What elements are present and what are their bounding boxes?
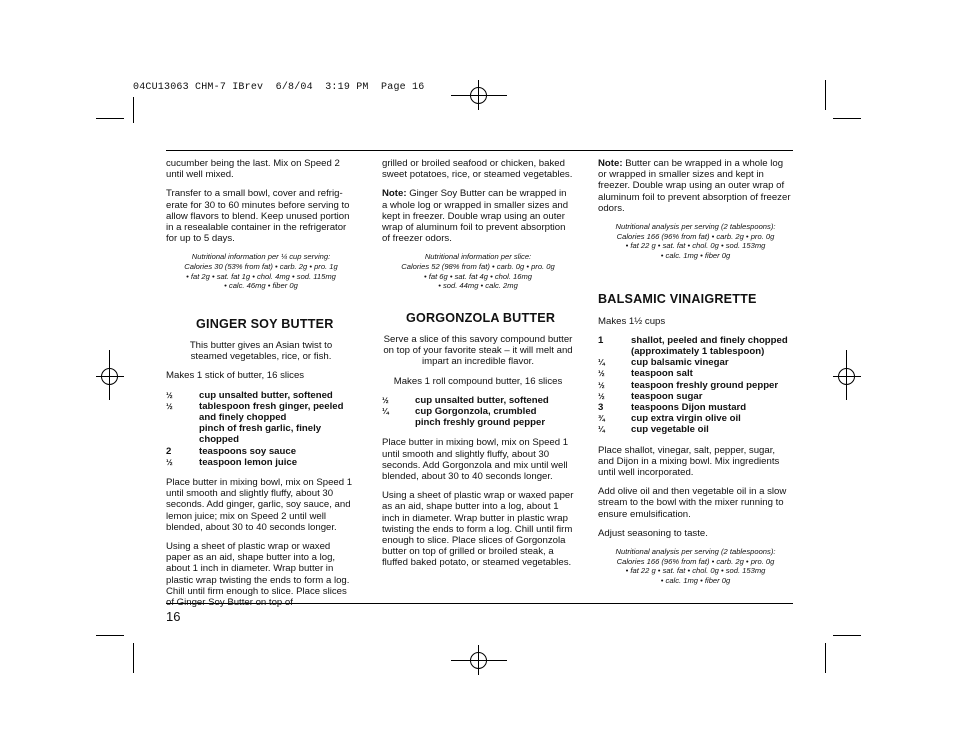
nutrition-info: Nutritional analysis per serving (2 tablespoons): Calories 166 (96% from fat) • carb. 2g • pro. 0g • fat 22 g • sat. fat • chol. 0g • sod. 153mg • calc. 1mg • fiber 0g	[615, 547, 776, 585]
crop-mark	[833, 118, 861, 119]
column-2	[382, 158, 574, 577]
ingredient-list: ½ cup unsalted butter, softened ½ tablespoon fresh ginger, peeled and finely chopped pinch of fresh garlic, finely chopped 2 teaspoons soy sauce ½ teaspoon lemon juice	[166, 389, 344, 468]
column-3	[598, 158, 793, 593]
nutrition-info: Nutritional information per slice: Calories 52 (98% from fat) • carb. 0g • pro. 0g • fat 6g • sat. fat 4g • chol. 16mg • sod. 44mg • calc. 2mg	[401, 252, 555, 291]
crop-mark	[133, 97, 134, 123]
recipe-title: GINGER SOY BUTTER	[196, 316, 334, 331]
recipe-title: BALSAMIC VINAIGRETTE	[598, 292, 757, 307]
crop-mark	[825, 80, 826, 110]
column-1	[166, 158, 356, 616]
body-paragraph: Place butter in mixing bowl, mix on Speed 1 until smooth and slightly fluffy, about 30 seconds. Add Gorgonzola and mix until well blended, about 30 to 40 seconds longer.	[382, 437, 569, 483]
recipe-yield: Makes 1½ cups	[598, 315, 666, 327]
crop-mark	[833, 635, 861, 636]
body-paragraph: Using a sheet of plastic wrap or waxed paper as an aid, shape butter into a log, about 1 inch in diameter. Wrap butter in plastic wrap twisting the ends to form a log. Chill until firm enough to slice. Place slices of Gorgonzola butter on top of grilled or broiled steak, a fluffed baked potato, or steamed vegetables.	[382, 490, 574, 569]
body-paragraph: grilled or broiled seafood or chicken, baked sweet potatoes, rice, or steamed vegetables.	[382, 158, 573, 181]
recipe-intro: Serve a slice of this savory compound butter on top of your favorite steak – it will melt and impart an incredible flavor.	[383, 334, 573, 368]
body-paragraph: Transfer to a small bowl, cover and refrig-erate for 30 to 60 minutes before serving to allow flavors to blend. Keep unused portion in a resealable container in the refrigerator for up to 5 days.	[166, 188, 350, 245]
recipe-title: GORGONZOLA BUTTER	[406, 310, 556, 325]
recipe-yield: Makes 1 stick of butter, 16 slices	[166, 370, 305, 382]
note-paragraph: Note: Ginger Soy Butter can be wrapped in a whole log or wrapped in smaller sizes and kept in freezer. Double wrap using an outer wrap of aluminum foil to prevent absorption of freezer odors.	[382, 188, 569, 245]
nutrition-info: Nutritional analysis per serving (2 tablespoons): Calories 166 (96% from fat) • carb. 2g • pro. 0g • fat 22 g • sat. fat • chol. 0g • sod. 153mg • calc. 1mg • fiber 0g	[615, 222, 776, 260]
crop-mark	[96, 635, 124, 636]
header-rule	[166, 150, 793, 151]
ingredient-list: ½ cup unsalted butter, softened ¼ cup Gorgonzola, crumbled pinch freshly ground pepper	[382, 394, 549, 429]
page-number: 16	[166, 609, 181, 624]
nutrition-info: Nutritional information per ¼ cup serving: Calories 30 (53% from fat) • carb. 2g • pro. 1g • fat 2g • sat. fat 1g • chol. 4mg • sod. 115mg • calc. 46mg • fiber 0g	[184, 252, 338, 291]
ingredient-list: 1 shallot, peeled and finely chopped (approximately 1 tablespoon) ¼ cup balsamic vinegar ½ teaspoon salt ½ teaspoon freshly ground pepper ½ teaspoon sugar 3 teaspoons Dijon mustard ¾ cup extra virgin olive oil ¼ cup vegetable oil	[598, 334, 788, 436]
crop-mark	[133, 643, 134, 673]
printer-slug: 04CU13063 CHM-7 IBrev 6/8/04 3:19 PM Page 16	[133, 82, 425, 93]
body-paragraph: Place shallot, vinegar, salt, pepper, sugar, and Dijon in a mixing bowl. Mix ingredients until well incorporated.	[598, 444, 780, 479]
body-paragraph: Add olive oil and then vegetable oil in a slow stream to the bowl with the mixer running to ensure emulsification.	[598, 486, 787, 520]
recipe-intro: This butter gives an Asian twist to steamed vegetables, rice, or fish.	[189, 340, 333, 363]
body-paragraph: cucumber being the last. Mix on Speed 2 until well mixed.	[166, 158, 340, 181]
body-paragraph: Using a sheet of plastic wrap or waxed paper as an aid, shape butter into a log, about 1 inch in diameter. Wrap butter in plastic wrap twisting the ends to form a log. Chill until firm enough to slice. Place slices of Ginger Soy Butter on top of	[166, 541, 350, 609]
body-paragraph: Place butter in mixing bowl, mix on Speed 1 until smooth and slightly fluffy, about 30 seconds. Add ginger, garlic, soy sauce, and lemon juice; mix on Speed 2 until well blended, about 30 to 40 seconds longer.	[166, 477, 353, 533]
crop-mark	[825, 643, 826, 673]
note-paragraph: Note: Butter can be wrapped in a whole log or wrapped in smaller sizes and kept in freezer. Double wrap using an outer wrap of aluminum foil to prevent absorption of freezer odors.	[598, 158, 791, 214]
crop-mark	[96, 118, 124, 119]
recipe-yield: Makes 1 roll compound butter, 16 slices	[393, 375, 563, 387]
body-paragraph: Adjust seasoning to taste.	[598, 527, 708, 539]
